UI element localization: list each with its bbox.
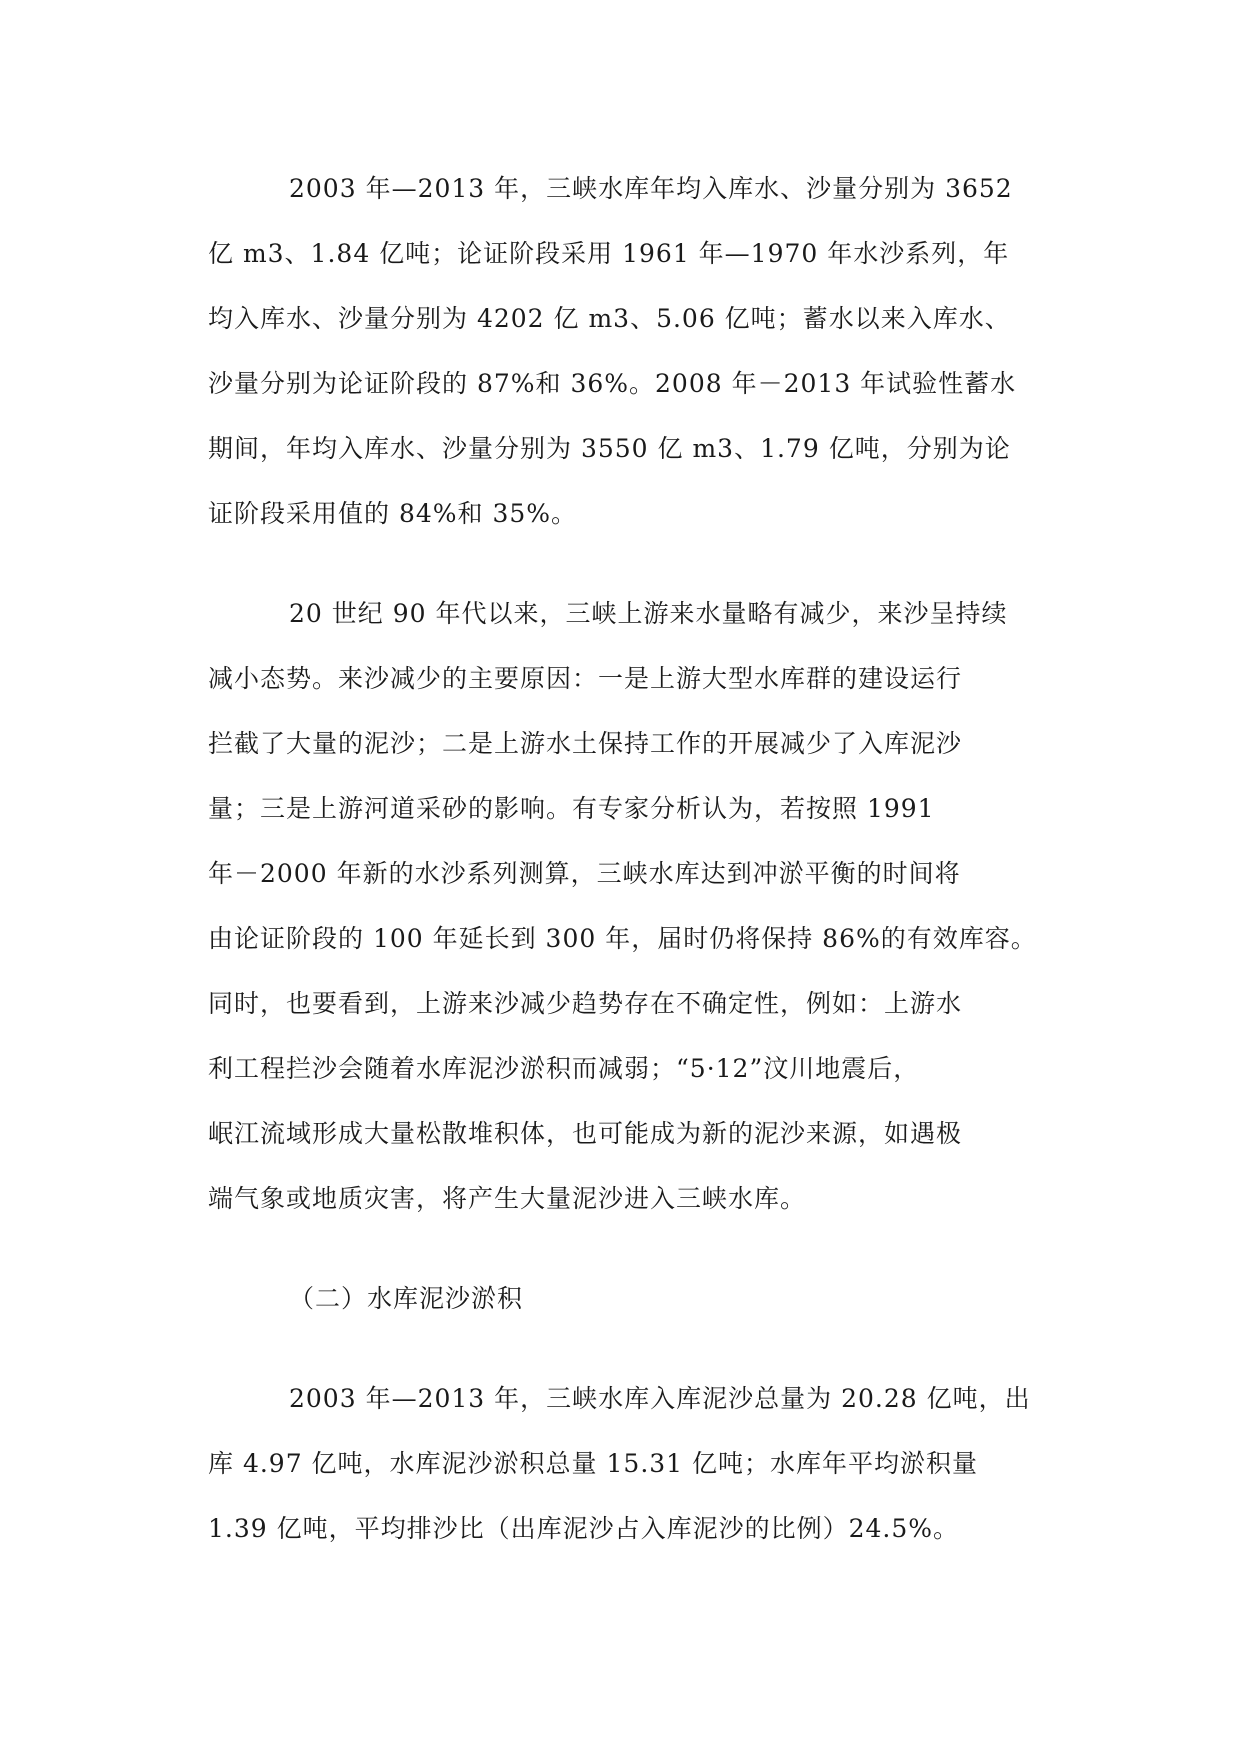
text-line: 2003 年—2013 年，三峡水库年均入库水、沙量分别为 3652: [289, 174, 1013, 203]
text-line: 由论证阶段的 100 年延长到 300 年，届时仍将保持 86%的有效库容。: [208, 924, 1037, 953]
text-line: 量；三是上游河道采砂的影响。有专家分析认为，若按照 1991: [208, 794, 935, 823]
text-line: 库 4.97 亿吨，水库泥沙淤积总量 15.31 亿吨；水库年平均淤积量: [208, 1449, 979, 1478]
text-line: 年－2000 年新的水沙系列测算，三峡水库达到冲淤平衡的时间将: [208, 859, 961, 888]
text-line: 证阶段采用值的 84%和 35%。: [208, 499, 578, 528]
text-line: 沙量分别为论证阶段的 87%和 36%。2008 年－2013 年试验性蓄水: [208, 369, 1017, 398]
text-line: 拦截了大量的泥沙；二是上游水土保持工作的开展减少了入库泥沙: [208, 729, 963, 758]
text-line: 亿 m3、1.84 亿吨；论证阶段采用 1961 年—1970 年水沙系列，年: [208, 239, 1010, 268]
section-heading: （二）水库泥沙淤积: [289, 1284, 524, 1313]
text-line: 2003 年—2013 年，三峡水库入库泥沙总量为 20.28 亿吨，出: [289, 1384, 1031, 1413]
text-line: 20 世纪 90 年代以来，三峡上游来水量略有减少，来沙呈持续: [289, 599, 1008, 628]
text-line: 1.39 亿吨，平均排沙比（出库泥沙占入库泥沙的比例）24.5%。: [208, 1514, 960, 1543]
text-line: 利工程拦沙会随着水库泥沙淤积而减弱；“5·12”汶川地震后，: [208, 1054, 920, 1083]
text-line: 岷江流域形成大量松散堆积体，也可能成为新的泥沙来源，如遇极: [208, 1119, 963, 1148]
text-line: 减小态势。来沙减少的主要原因：一是上游大型水库群的建设运行: [208, 664, 963, 693]
text-line: 端气象或地质灾害，将产生大量泥沙进入三峡水库。: [208, 1184, 807, 1213]
text-line: 期间，年均入库水、沙量分别为 3550 亿 m3、1.79 亿吨，分别为论: [208, 434, 1011, 463]
text-line: 同时，也要看到，上游来沙减少趋势存在不确定性，例如：上游水: [208, 989, 963, 1018]
text-line: 均入库水、沙量分别为 4202 亿 m3、5.06 亿吨；蓄水以来入库水、: [208, 304, 1011, 333]
